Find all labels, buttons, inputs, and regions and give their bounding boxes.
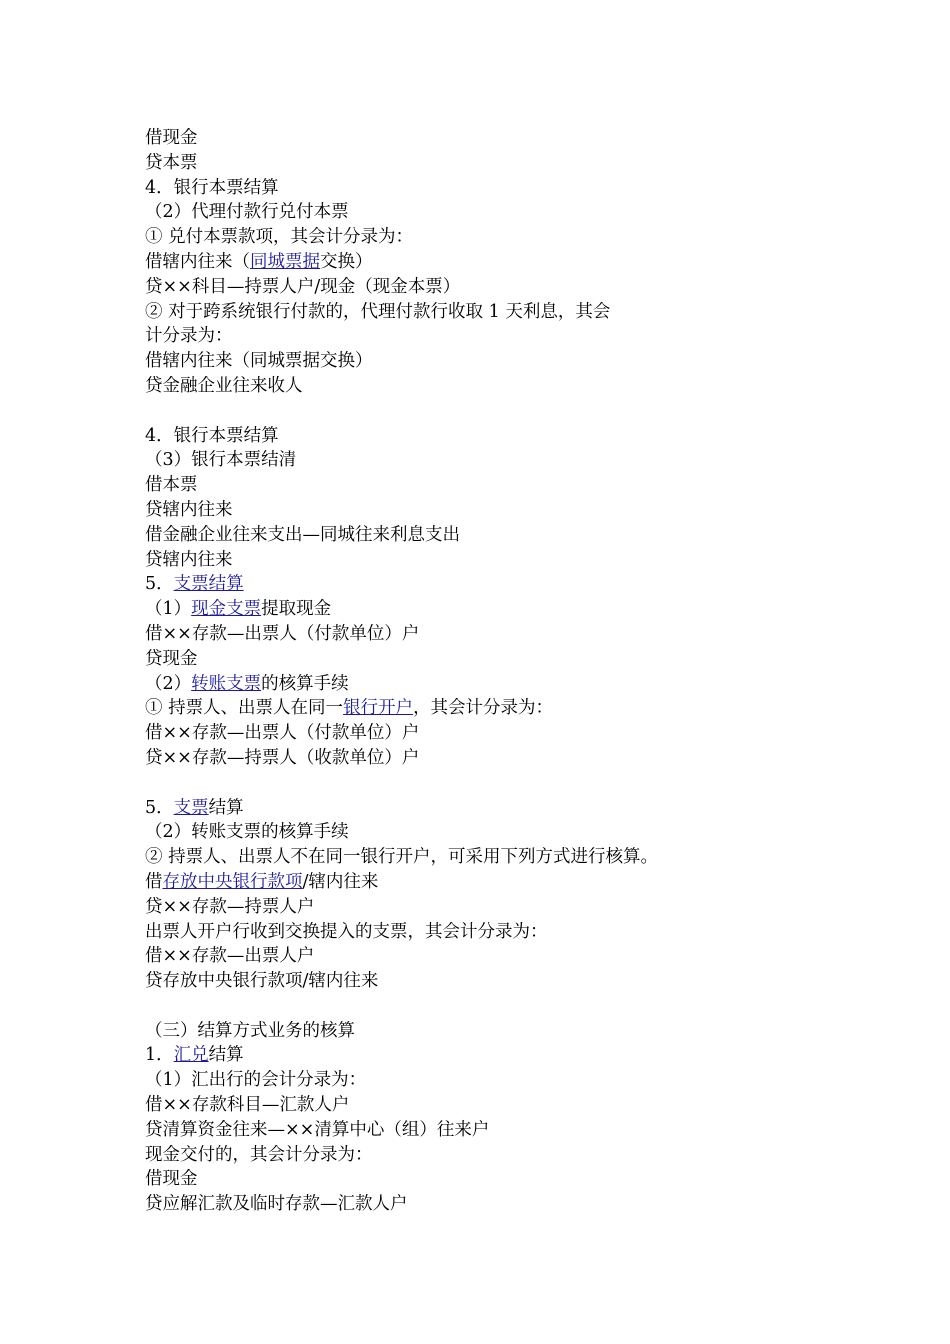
line-text: ② 对于跨系统银行付款的，代理付款行收取 1 天利息，其会 [145, 301, 611, 322]
line-text: 贷××科目—持票人户/现金（现金本票） [145, 276, 461, 297]
text-line [145, 696, 865, 721]
hyperlink[interactable]: 支票结算 [173, 574, 244, 595]
line-text: 借××存款科目—汇款人户 [145, 1095, 350, 1116]
text-line [145, 845, 865, 870]
text-line [145, 1167, 865, 1192]
text-line [145, 1043, 865, 1068]
line-text: （3）银行本票结清 [145, 450, 297, 471]
line-text: ① 兑付本票款项，其会计分录为： [145, 227, 414, 248]
text-line [145, 622, 865, 647]
line-text: 借现金 [145, 1169, 198, 1190]
line-text: 结算 [208, 797, 244, 818]
line-text: 贷辖内往来 [145, 499, 233, 520]
text-line [145, 721, 865, 746]
line-text: ，其会计分录为： [413, 698, 554, 719]
line-text: 提取现金 [261, 599, 332, 620]
hyperlink[interactable]: 汇兑 [173, 1045, 209, 1066]
text-line [145, 200, 865, 225]
text-line [145, 572, 865, 597]
text-line [145, 647, 865, 672]
text-line [145, 424, 865, 449]
text-line [145, 895, 865, 920]
line-text: 5． [145, 797, 174, 818]
text-line [145, 1118, 865, 1143]
line-text: 1． [145, 1045, 174, 1066]
text-line [145, 1192, 865, 1217]
text-line [145, 1143, 865, 1168]
line-text: 借辖内往来（ [145, 251, 250, 272]
text-line [145, 374, 865, 399]
line-text: （2）转账支票的核算手续 [145, 822, 349, 843]
text-line [145, 523, 865, 548]
line-text: 4．银行本票结算 [145, 177, 279, 198]
line-text: 借××存款—出票人户 [145, 946, 315, 967]
line-text: 结算 [208, 1045, 244, 1066]
text-line [145, 1068, 865, 1093]
line-text: 借金融企业往来支出—同城往来利息支出 [145, 524, 460, 545]
line-text: 现金交付的，其会计分录为： [145, 1144, 373, 1165]
hyperlink[interactable]: 存放中央银行款项 [162, 871, 303, 892]
line-text: 借现金 [145, 128, 198, 148]
line-text: 贷本票 [145, 152, 198, 173]
text-line [145, 300, 865, 325]
line-text: 计分录为： [145, 326, 233, 347]
line-text: 4．银行本票结算 [145, 425, 279, 446]
line-text: ① 持票人、出票人在同一 [145, 698, 344, 719]
text-line [145, 870, 865, 895]
text-line [145, 1093, 865, 1118]
text-line [145, 796, 865, 821]
line-text: （2）代理付款行兑付本票 [145, 202, 349, 223]
hyperlink[interactable]: 现金支票 [191, 599, 262, 620]
hyperlink[interactable]: 转账支票 [191, 673, 262, 694]
hyperlink[interactable]: 同城票据 [250, 251, 320, 272]
line-text: 贷××存款—持票人户 [145, 896, 315, 917]
line-text: （1）汇出行的会计分录为： [145, 1070, 367, 1091]
blank-line [145, 399, 865, 424]
line-text: （三）结算方式业务的核算 [145, 1020, 355, 1041]
line-text: 的核算手续 [261, 673, 349, 694]
text-line [145, 275, 865, 300]
line-text: （1） [145, 599, 192, 620]
line-text: 出票人开户行收到交换提入的支票，其会计分录为： [145, 921, 548, 942]
blank-line [145, 771, 865, 796]
line-text: 贷××存款—持票人（收款单位）户 [145, 747, 420, 768]
line-text: 贷现金 [145, 648, 198, 669]
text-line [145, 969, 865, 994]
line-text: 贷应解汇款及临时存款—汇款人户 [145, 1194, 408, 1215]
line-text: 借 [145, 871, 163, 892]
text-line [145, 126, 865, 151]
line-text: 5． [145, 574, 174, 595]
document-body [145, 126, 865, 1217]
text-line [145, 448, 865, 473]
text-line [145, 597, 865, 622]
text-line [145, 250, 865, 275]
text-line [145, 1019, 865, 1044]
line-text: ② 持票人、出票人不在同一银行开户，可采用下列方式进行核算。 [145, 847, 659, 868]
text-line [145, 349, 865, 374]
line-text: 借本票 [145, 475, 198, 496]
line-text: （2） [145, 673, 192, 694]
line-text: 借××存款—出票人（付款单位）户 [145, 723, 420, 744]
text-line [145, 920, 865, 945]
text-line [145, 944, 865, 969]
text-line [145, 746, 865, 771]
hyperlink[interactable]: 银行开户 [343, 698, 414, 719]
text-line [145, 672, 865, 697]
text-line [145, 151, 865, 176]
text-line [145, 498, 865, 523]
line-text: 交换） [320, 251, 373, 272]
line-text: 贷辖内往来 [145, 549, 233, 570]
line-text: 借××存款—出票人（付款单位）户 [145, 623, 420, 644]
text-line [145, 548, 865, 573]
line-text: 贷金融企业往来收人 [145, 375, 303, 396]
text-line [145, 820, 865, 845]
text-line [145, 176, 865, 201]
text-line [145, 324, 865, 349]
line-text: 贷存放中央银行款项/辖内往来 [145, 971, 379, 992]
text-line [145, 473, 865, 498]
hyperlink[interactable]: 支票 [173, 797, 209, 818]
blank-line [145, 994, 865, 1019]
line-text: 贷清算资金往来—××清算中心（组）往来户 [145, 1119, 490, 1140]
text-line [145, 225, 865, 250]
line-text: 借辖内往来（同城票据交换） [145, 351, 373, 372]
line-text: /辖内往来 [302, 871, 379, 892]
